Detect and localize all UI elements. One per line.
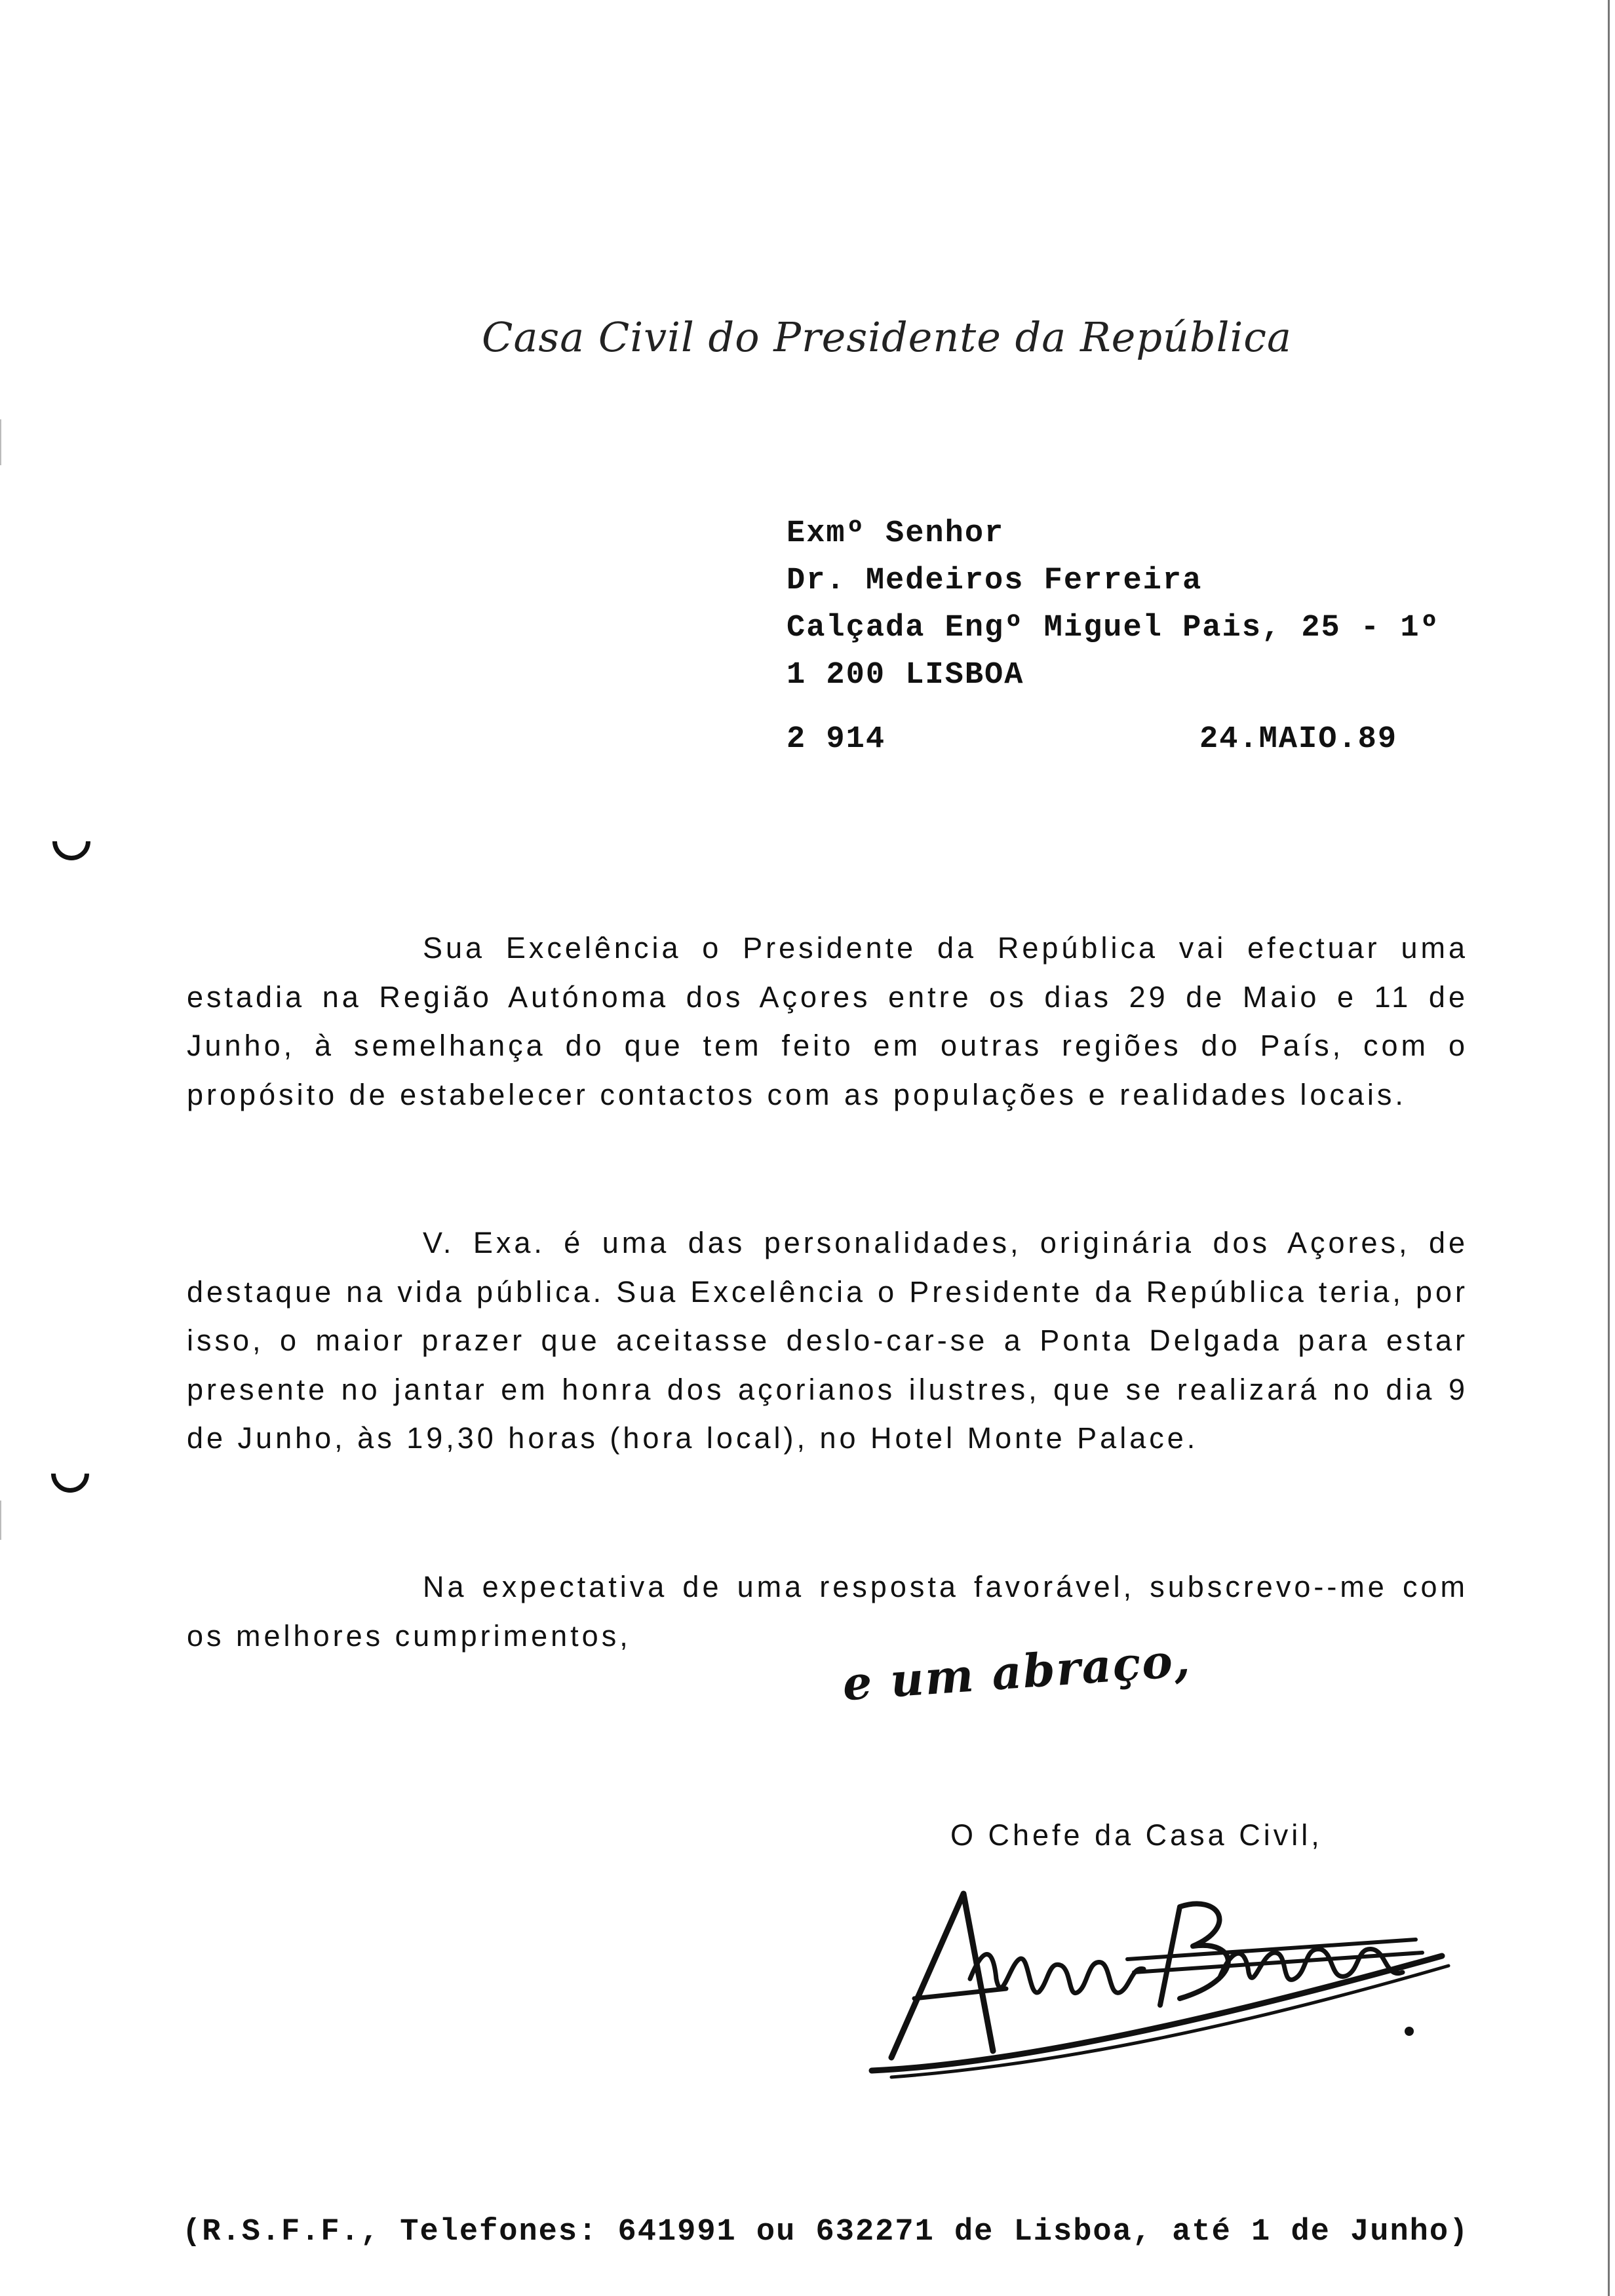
- recipient-name: Dr. Medeiros Ferreira: [787, 564, 1203, 598]
- recipient-salutation: Exmº Senhor: [787, 516, 1005, 551]
- closing-title: O Chefe da Casa Civil,: [950, 1818, 1323, 1852]
- body-paragraph-1: [187, 924, 1468, 1119]
- scan-speck: [0, 419, 1, 465]
- paragraph-3-text: Na expectativa de uma resposta favorável, subscrevo--me com os melhores cumprimentos,: [187, 1570, 1468, 1653]
- letterhead: Casa Civil do Presidente da República: [482, 313, 1292, 361]
- footer-contact: (R.S.F.F., Telefones: 641991 ou 632271 de Lisboa, até 1 de Junho): [182, 2215, 1469, 2249]
- punch-hole-mark: [45, 814, 98, 868]
- recipient-city: 1 200 LISBOA: [787, 658, 1024, 693]
- recipient-street: Calçada Engº Miguel Pais, 25 - 1º: [787, 611, 1440, 645]
- reference-number: 2 914: [787, 722, 886, 757]
- punch-hole-mark: [43, 1447, 97, 1501]
- body-paragraph-2: [187, 1219, 1468, 1463]
- handwritten-note: e um abraço,: [840, 1632, 1193, 1712]
- paragraph-2-text: V. Exa. é uma das personalidades, originária dos Açores, de destaque na vida pública. Sua Excelência o Presidente da República teria, por isso, o maior prazer que aceitasse deslo-car-se a Ponta Delgada para estar presente no jantar em honra dos açorianos ilustres, que se realizará no dia 9 de Junho, às 19,30 horas (hora local), no Hotel Monte Palace.: [187, 1226, 1468, 1455]
- signature: [852, 1867, 1475, 2103]
- letter-date: 24.MAIO.89: [1199, 722, 1398, 757]
- scan-edge-line: [1608, 0, 1610, 2296]
- paragraph-1-text: Sua Excelência o Presidente da República vai efectuar uma estadia na Região Autónoma dos Açores entre os dias 29 de Maio e 11 de Junho, à semelhança do que tem feito em outras regiões do País, com o propósito de estabelecer contactos com as populações e realidades locais.: [187, 931, 1468, 1111]
- body-paragraph-3: [187, 1563, 1468, 1660]
- scan-speck: [0, 1501, 1, 1540]
